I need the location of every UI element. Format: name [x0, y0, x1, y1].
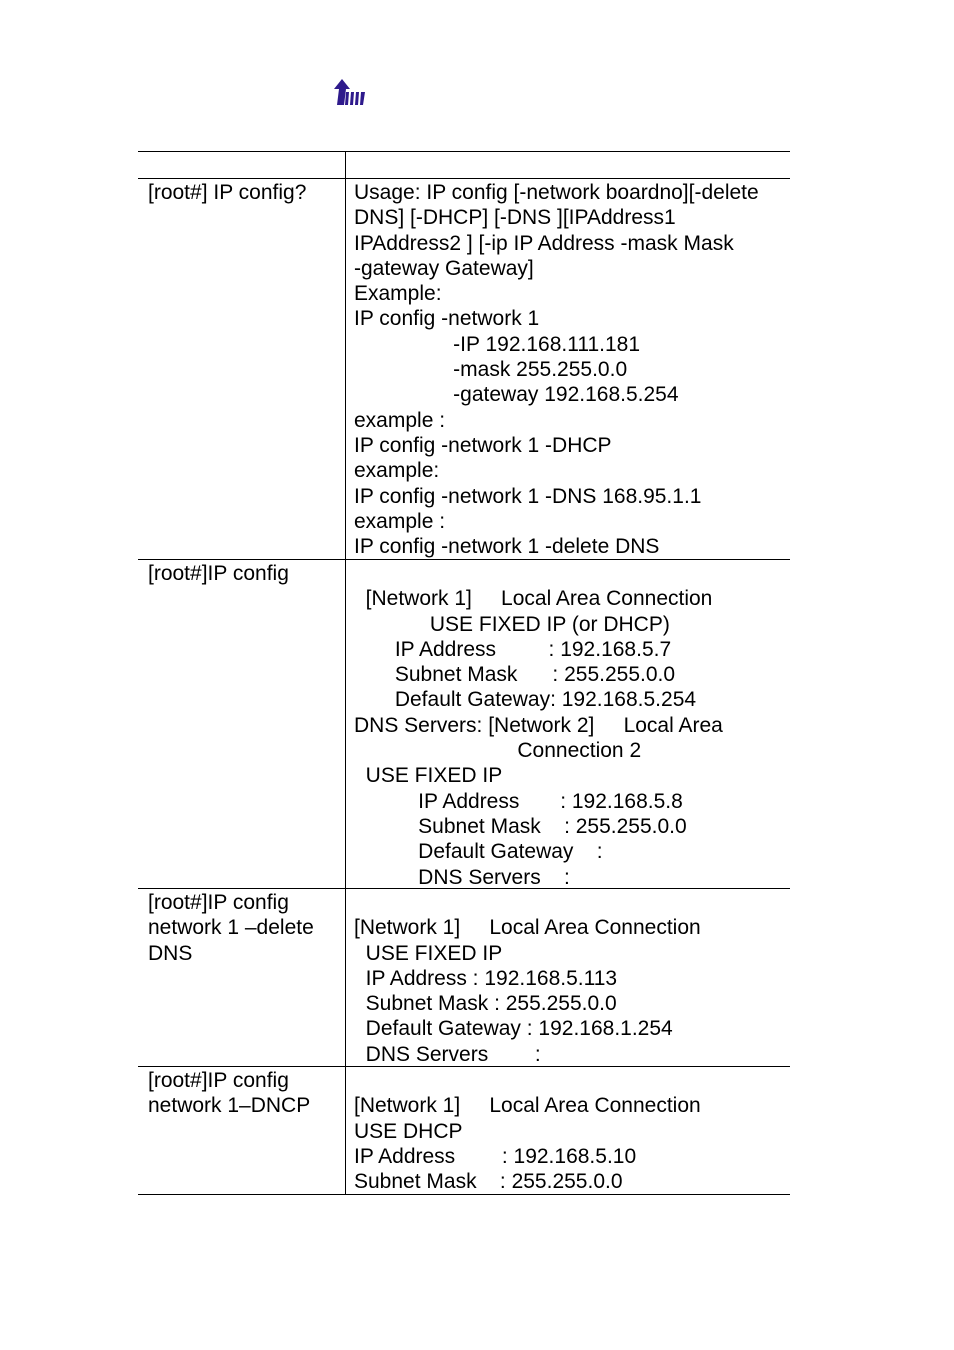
command-text: [root#]IP config network 1–DNCP — [148, 1069, 311, 1118]
output-line: IP Address : 192.168.5.113 — [354, 966, 618, 990]
output-line: Example: — [354, 282, 442, 306]
output-line: Usage: IP config [-network boardno][-delete — [354, 181, 759, 204]
output-line: example: — [354, 459, 440, 483]
command-text: [root#]IP config — [148, 562, 289, 585]
company-logo — [332, 78, 366, 108]
output-line: Default Gateway: 192.168.5.254 — [354, 688, 697, 712]
command-text: [root#]IP config network 1 –delete DNS — [148, 891, 314, 965]
output-line: Default Gateway : — [354, 840, 603, 864]
output-line: Connection 2 — [354, 739, 642, 763]
header-cell-command — [138, 152, 346, 178]
output-line — [354, 890, 790, 915]
command-cell — [138, 179, 346, 559]
output-line: [Network 1] Local Area Connection — [354, 587, 713, 611]
output-line: IP config -network 1 -DNS 168.95.1.1 — [354, 484, 702, 508]
output-cell — [346, 889, 790, 1066]
table-row — [138, 179, 790, 560]
command-cell — [138, 560, 346, 888]
table-row — [138, 560, 790, 889]
output-line: IP Address : 192.168.5.7 — [354, 637, 672, 661]
output-line: USE FIXED IP — [354, 764, 503, 788]
output-line: Default Gateway : 192.168.1.254 — [354, 1017, 673, 1041]
output-line — [354, 1068, 790, 1093]
output-line: [Network 1] Local Area Connection — [354, 916, 701, 940]
command-table — [138, 151, 790, 1195]
output-line: IP config -network 1 — [354, 307, 540, 331]
output-line: example : — [354, 509, 446, 533]
output-line: IP config -network 1 -delete DNS — [354, 535, 660, 559]
output-line: -gateway 192.168.5.254 — [354, 383, 679, 407]
table-header-row — [138, 151, 790, 179]
output-cell — [346, 560, 790, 888]
output-line — [354, 561, 790, 586]
output-line: USE DHCP — [354, 1119, 463, 1143]
output-line: -gateway Gateway] — [354, 256, 534, 280]
output-cell — [346, 179, 790, 559]
table-row — [138, 1067, 790, 1195]
output-line: Subnet Mask : 255.255.0.0 — [354, 814, 687, 838]
output-line: IP config -network 1 -DHCP — [354, 433, 612, 457]
output-line: Subnet Mask : 255.255.0.0 — [354, 1170, 623, 1194]
output-line: -mask 255.255.0.0 — [354, 358, 628, 382]
output-line: IP Address : 192.168.5.10 — [354, 1144, 637, 1168]
header-cell-output — [346, 152, 790, 178]
output-line: USE FIXED IP — [354, 941, 503, 965]
output-line: example : — [354, 408, 446, 432]
output-line: IP Address : 192.168.5.8 — [354, 789, 683, 813]
command-cell — [138, 889, 346, 1066]
output-line: Subnet Mask : 255.255.0.0 — [354, 992, 617, 1016]
command-cell — [138, 1067, 346, 1194]
output-line: IPAddress2 ] [-ip IP Address -mask Mask — [354, 231, 734, 255]
output-line: DNS Servers : — [354, 865, 570, 889]
output-line: DNS Servers: [Network 2] Local Area — [354, 713, 723, 737]
output-cell — [346, 1067, 790, 1194]
output-line: DNS] [-DHCP] [-DNS ][IPAddress1 — [354, 206, 676, 230]
table-row — [138, 889, 790, 1067]
output-line: Subnet Mask : 255.255.0.0 — [354, 663, 676, 687]
output-line: [Network 1] Local Area Connection — [354, 1094, 701, 1118]
output-line: DNS Servers : — [354, 1042, 541, 1066]
output-line: -IP 192.168.111.181 — [354, 332, 641, 356]
command-text: [root#] IP config? — [148, 181, 307, 204]
output-line: USE FIXED IP (or DHCP) — [354, 612, 670, 636]
